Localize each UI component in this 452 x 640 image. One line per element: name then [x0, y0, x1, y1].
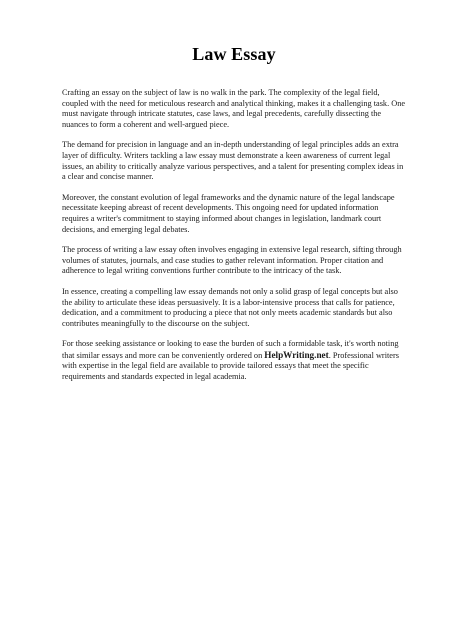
paragraph-intro: Crafting an essay on the subject of law is no walk in the park. The complexity of the legal field, coupled with the need for meticulous research and analytical thinking, makes it a challenging task. One must navigate through intricate statutes, case laws, and legal precedents, carefully dissecting the nuances to form a coherent and well-argued piece. [62, 88, 406, 129]
paragraph-closing [62, 339, 406, 382]
paragraph-essence: In essence, creating a compelling law essay demands not only a solid grasp of legal concepts but also the ability to articulate these ideas persuasively. It is a labor-intensive process that calls for patience, dedication, and a commitment to producing a piece that not only meets academic standards but also contributes meaningfully to the discourse on the subject. [62, 286, 398, 328]
closing-text-before-link: For those seeking assistance or looking to ease the burden of such a formidable task, it's worth noting that similar essays and more can be conveniently ordered on [62, 339, 399, 360]
paragraph-evolution: Moreover, the constant evolution of legal frameworks and the dynamic nature of the legal landscape necessitate keeping abreast of recent developments. This ongoing need for updated information requires a writer's commitment to staying informed about changes in legislation, landmark court decisions, and emerging legal debates. [62, 192, 395, 234]
helpwriting-link[interactable]: HelpWriting.net [264, 349, 329, 360]
paragraph-precision: The demand for precision in language and an in-depth understanding of legal principles adds an extra layer of difficulty. Writers tackling a law essay must demonstrate a keen awareness of current legal issues, an ability to critically analyze various perspectives, and a talent for presenting complex ideas in a clear and concise manner. [62, 140, 404, 182]
closing-text-after-link: . Professional writers with expertise in the legal field are available to provide tailored essays that meet the specific requirements and standards expected in legal academia. [62, 350, 399, 382]
page-title: Law Essay [192, 44, 276, 64]
paragraph-research: The process of writing a law essay often involves engaging in extensive legal research, sifting through volumes of statutes, journals, and case studies to gather relevant information. Proper citation and adherence to legal writing conventions further contribute to the intricacy of the task. [62, 245, 402, 276]
